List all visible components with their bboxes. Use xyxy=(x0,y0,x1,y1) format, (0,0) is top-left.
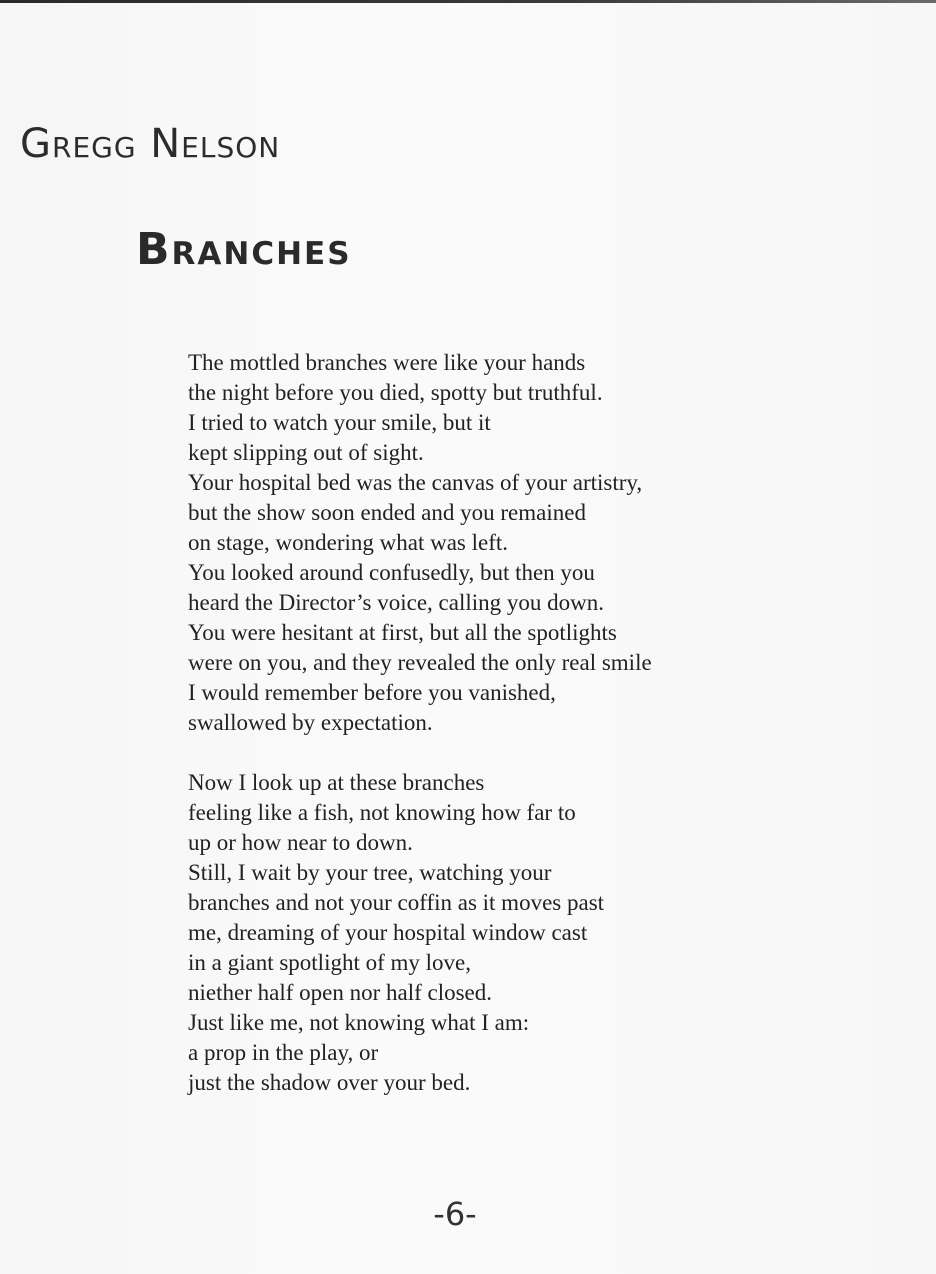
poem-line: Now I look up at these branches xyxy=(188,770,485,795)
poem-line: You looked around confusedly, but then you xyxy=(188,560,595,585)
poem-line: branches and not your coffin as it moves past xyxy=(188,890,605,915)
poem-line: on stage, wondering what was left. xyxy=(188,530,509,555)
poem-title: Branches xyxy=(136,224,352,275)
poem-line: me, dreaming of your hospital window cast xyxy=(188,920,588,945)
page-top-edge xyxy=(0,0,936,3)
poem-body xyxy=(188,348,748,1128)
stanza-2 xyxy=(188,768,748,1098)
poem-line: the night before you died, spotty but truthful. xyxy=(188,380,603,405)
author-name: Gregg Nelson xyxy=(20,121,281,167)
poem-line: swallowed by expectation. xyxy=(188,710,433,735)
poem-line: Still, I wait by your tree, watching your xyxy=(188,860,552,885)
poem-line: I tried to watch your smile, but it xyxy=(188,410,491,435)
poem-line: up or how near to down. xyxy=(188,830,413,855)
poem-line: Just like me, not knowing what I am: xyxy=(188,1010,530,1035)
poem-line: I would remember before you vanished, xyxy=(188,680,556,705)
poem-line: heard the Director’s voice, calling you down. xyxy=(188,590,604,615)
poem-line: You were hesitant at first, but all the spotlights xyxy=(188,620,617,645)
poem-line: just the shadow over your bed. xyxy=(188,1070,471,1095)
page-number: -6- xyxy=(433,1195,477,1233)
poem-line: but the show soon ended and you remained xyxy=(188,500,586,525)
poem-line: niether half open nor half closed. xyxy=(188,980,492,1005)
poem-line: kept slipping out of sight. xyxy=(188,440,424,465)
poem-line: The mottled branches were like your hands xyxy=(188,350,586,375)
poem-line: Your hospital bed was the canvas of your artistry, xyxy=(188,470,643,495)
poem-line: were on you, and they revealed the only real smile xyxy=(188,650,652,675)
poem-line: a prop in the play, or xyxy=(188,1040,379,1065)
stanza-1 xyxy=(188,348,748,738)
poem-line: in a giant spotlight of my love, xyxy=(188,950,471,975)
poem-line: feeling like a fish, not knowing how far to xyxy=(188,800,576,825)
